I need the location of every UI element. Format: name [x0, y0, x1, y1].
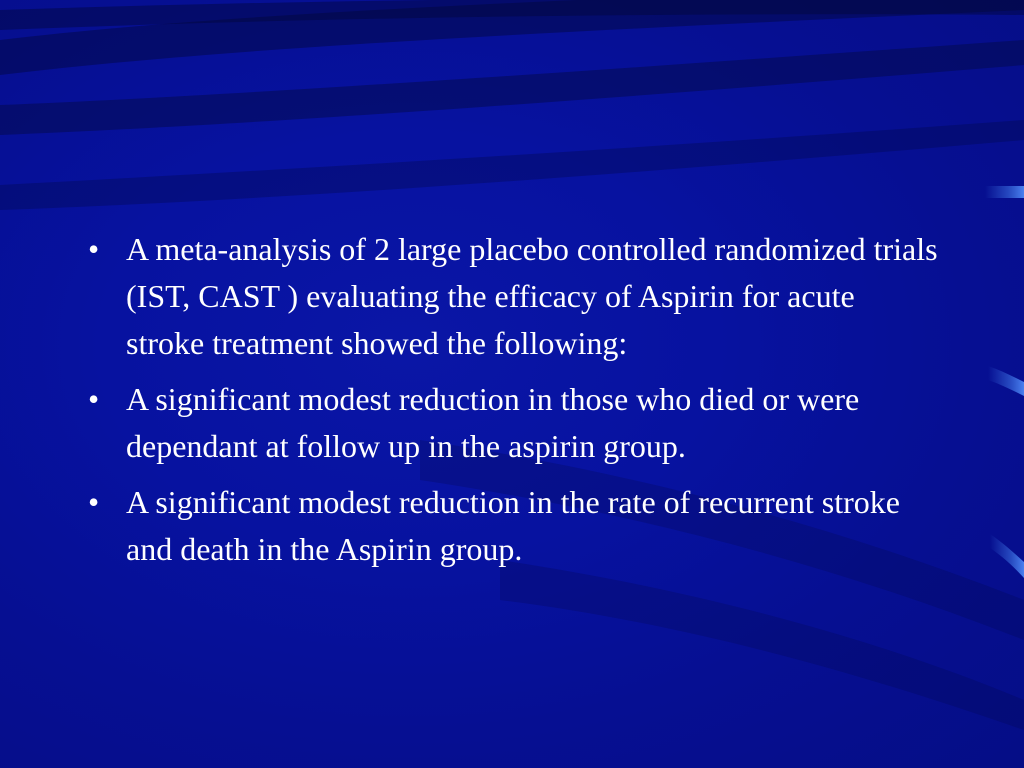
bullet-item — [88, 376, 938, 470]
bullet-text: A significant modest reduction in those who died or were dependant at follow up in the aspirin group. — [126, 381, 860, 464]
bullet-item — [88, 479, 938, 573]
edge-accent-stripe — [990, 534, 1024, 578]
slide-body — [88, 226, 938, 582]
bullet-marker: • — [88, 381, 100, 417]
bullet-text: A meta-analysis of 2 large placebo controlled randomized trials (IST, CAST ) evaluating the efficacy of Aspirin for acute stroke treatment showed the following: — [126, 231, 938, 361]
bullet-marker: • — [88, 231, 100, 267]
dark-swoosh-band — [0, 120, 1024, 210]
bullet-item — [88, 226, 938, 367]
edge-accent-stripe — [985, 186, 1024, 198]
edge-accent-stripe — [988, 366, 1024, 396]
bullet-list — [88, 226, 938, 573]
bullet-marker: • — [88, 484, 100, 520]
bullet-text: A significant modest reduction in the rate of recurrent stroke and death in the Aspirin group. — [126, 484, 900, 567]
